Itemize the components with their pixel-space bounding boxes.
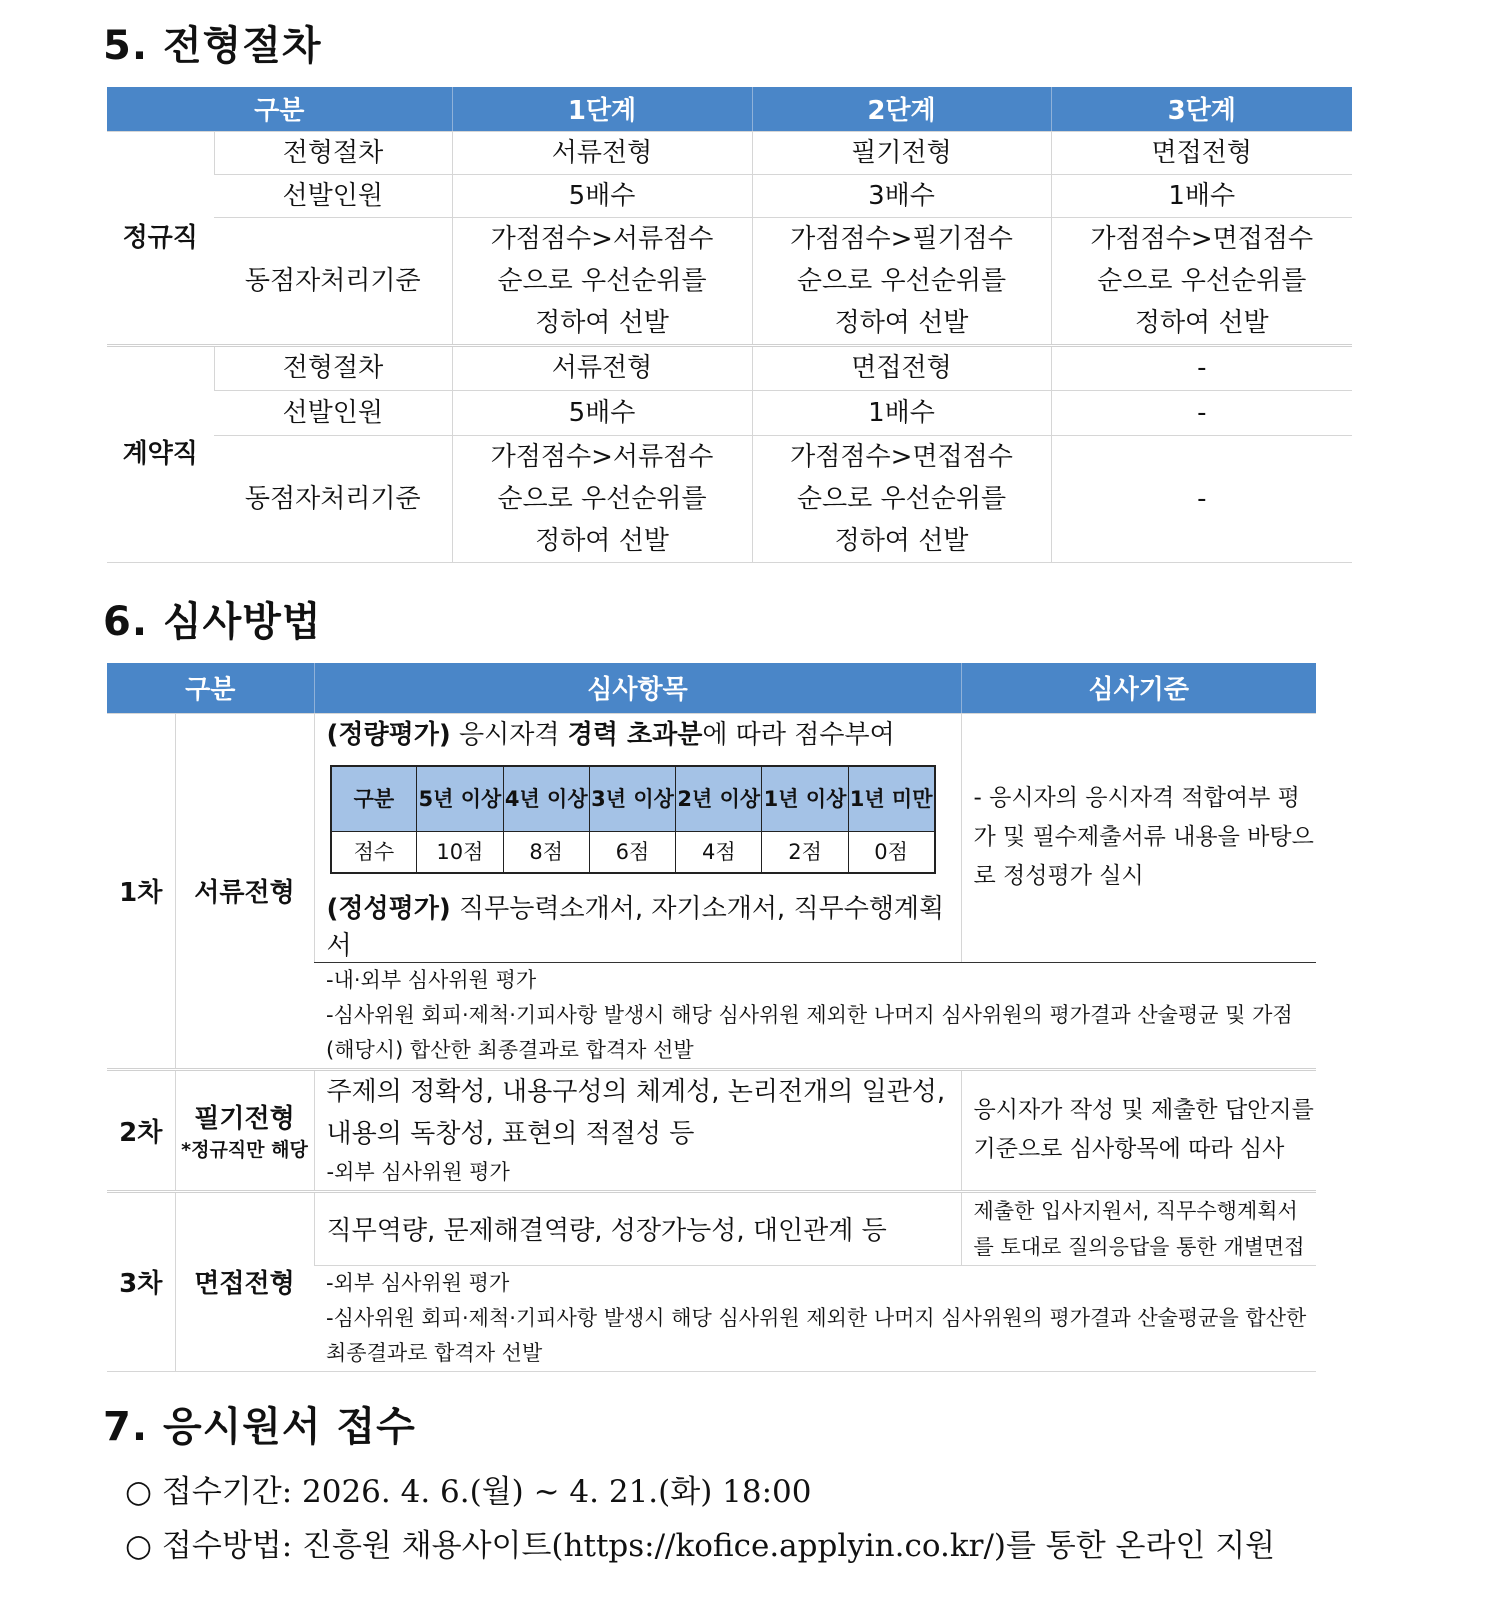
row-label: 동점자처리기준 [214,435,452,562]
cell [1051,217,1352,345]
circle-bullet-icon: ○ [125,1474,153,1510]
score-table [330,765,936,874]
group-regular: 정규직 [107,131,214,345]
stage-2-title: 필기전형 [194,1104,295,1134]
score-cell: 2점 [762,831,848,873]
line: 순으로 우선순위를 [796,483,1007,514]
method-text: 접수방법: 진흥원 채용사이트(https://kofice.applyin.co.kr/)를 통한 온라인 지원 [161,1528,1276,1564]
section-7-title: 7. 응시원서 접수 [103,1404,416,1450]
stage-1-notes [314,962,1316,1069]
stage-2: 2차 [107,1069,175,1191]
header-category: 구분 [107,663,314,713]
row-label: 전형절차 [214,345,452,390]
stage-1-items [314,713,961,962]
note: -심사위원 회피·제척·기피사항 발생시 해당 심사위원 제외한 나머지 심사위원의 평가결과 산술평균을 합산한 최종결과로 합격자 선발 [326,1305,1307,1365]
line: 가점점수>면접점수 [1090,223,1314,254]
period-text: 접수기간: 2026. 4. 6.(월) ~ 4. 21.(화) 18:00 [161,1474,812,1510]
quant-text: 응시자격 [450,719,568,750]
score-cell: 0점 [848,831,934,873]
score-head: 2년 이상 [676,766,762,832]
cell [752,217,1051,345]
quant-text: 에 따라 점수부여 [702,719,895,750]
score-cell: 점수 [331,831,417,873]
header-criteria: 심사기준 [961,663,1316,713]
line: 순으로 우선순위를 [796,265,1007,296]
cell: 서류전형 [452,131,752,174]
line: 정하여 선발 [535,525,669,556]
stage-2-criteria: 응시자가 작성 및 제출한 답안지를 기준으로 심사항목에 따라 심사 [961,1069,1316,1191]
header-items: 심사항목 [314,663,961,713]
cell: 1배수 [752,390,1051,435]
cell: 서류전형 [452,345,752,390]
score-head: 4년 이상 [503,766,589,832]
header-stage1: 1단계 [452,87,752,131]
cell: - [1051,345,1352,390]
row-label: 선발인원 [214,174,452,217]
note: -심사위원 회피·제척·기피사항 발생시 해당 심사위원 제외한 나머지 심사위원의 평가결과 산술평균 및 가점(해당시) 합산한 최종결과로 합격자 선발 [326,1002,1293,1062]
section-5-title: 5. 전형절차 [103,23,322,69]
row-label: 전형절차 [214,131,452,174]
header-stage3: 3단계 [1051,87,1352,131]
note: -내·외부 심사위원 평가 [326,967,537,992]
items-text: 주제의 정확성, 내용구성의 체계성, 논리전개의 일관성, 내용의 독창성, 표현의 적절성 등 [326,1076,946,1149]
stage-3-name: 면접전형 [175,1191,314,1371]
header-category: 구분 [107,87,452,131]
line: 가점점수>면접점수 [790,441,1013,472]
cell: 면접전형 [752,345,1051,390]
application-method [125,1520,1275,1565]
score-cell: 4점 [676,831,762,873]
line: 순으로 우선순위를 [497,483,707,514]
row-label: 동점자처리기준 [214,217,452,345]
cell [452,435,752,562]
cell: 5배수 [452,390,752,435]
stage-1: 1차 [107,713,175,1069]
cell: 5배수 [452,174,752,217]
cell [452,217,752,345]
quant-label: (정량평가) [326,719,451,750]
stage-3-notes [314,1265,1316,1371]
stage-3-criteria: 제출한 입사지원서, 직무수행계획서를 토대로 질의응답을 통한 개별면접 [961,1191,1316,1265]
line: 정하여 선발 [834,307,969,338]
line: 가점점수>서류점수 [490,441,714,472]
line: 정하여 선발 [535,307,669,338]
circle-bullet-icon: ○ [125,1528,153,1564]
qual-label: (정성평가) [326,893,451,924]
line: 정하여 선발 [834,525,969,556]
note: -외부 심사위원 평가 [326,1159,510,1184]
row-label: 선발인원 [214,390,452,435]
score-cell: 10점 [417,831,503,873]
cell [752,435,1051,562]
section-6-title: 6. 심사방법 [103,599,322,645]
score-cell: 8점 [503,831,589,873]
score-cell: 6점 [589,831,675,873]
cell: 3배수 [752,174,1051,217]
note: -외부 심사위원 평가 [326,1270,510,1295]
group-contract: 계약직 [107,345,214,562]
line: 가점점수>서류점수 [490,223,714,254]
cell: 면접전형 [1051,131,1352,174]
stage-3: 3차 [107,1191,175,1371]
line: 순으로 우선순위를 [497,265,707,296]
cell: 1배수 [1051,174,1352,217]
quant-bold: 경력 초과분 [567,719,703,750]
stage-2-items [314,1069,961,1191]
score-head: 1년 미만 [848,766,934,832]
stage-1-criteria: - 응시자의 응시자격 적합여부 평가 및 필수제출서류 내용을 바탕으로 정성평가 실시 [961,713,1316,962]
line: 순으로 우선순위를 [1097,265,1307,296]
application-period [125,1466,812,1511]
header-stage2: 2단계 [752,87,1051,131]
score-head: 3년 이상 [589,766,675,832]
score-head: 구분 [331,766,417,832]
line: 정하여 선발 [1134,307,1269,338]
stage-2-name [175,1069,314,1191]
stage-3-items: 직무역량, 문제해결역량, 성장가능성, 대인관계 등 [314,1191,961,1265]
score-head: 1년 이상 [762,766,848,832]
score-head: 5년 이상 [417,766,503,832]
cell: - [1051,390,1352,435]
cell: 필기전형 [752,131,1051,174]
qual-text: 직무능력소개서, 자기소개서, 직무수행계획서 [326,893,945,961]
selection-process-table [107,87,1352,563]
evaluation-method-table [107,663,1316,1372]
cell: - [1051,435,1352,562]
stage-1-name: 서류전형 [175,713,314,1069]
stage-2-note: *정규직만 해당 [181,1139,308,1161]
line: 가점점수>필기점수 [790,223,1013,254]
